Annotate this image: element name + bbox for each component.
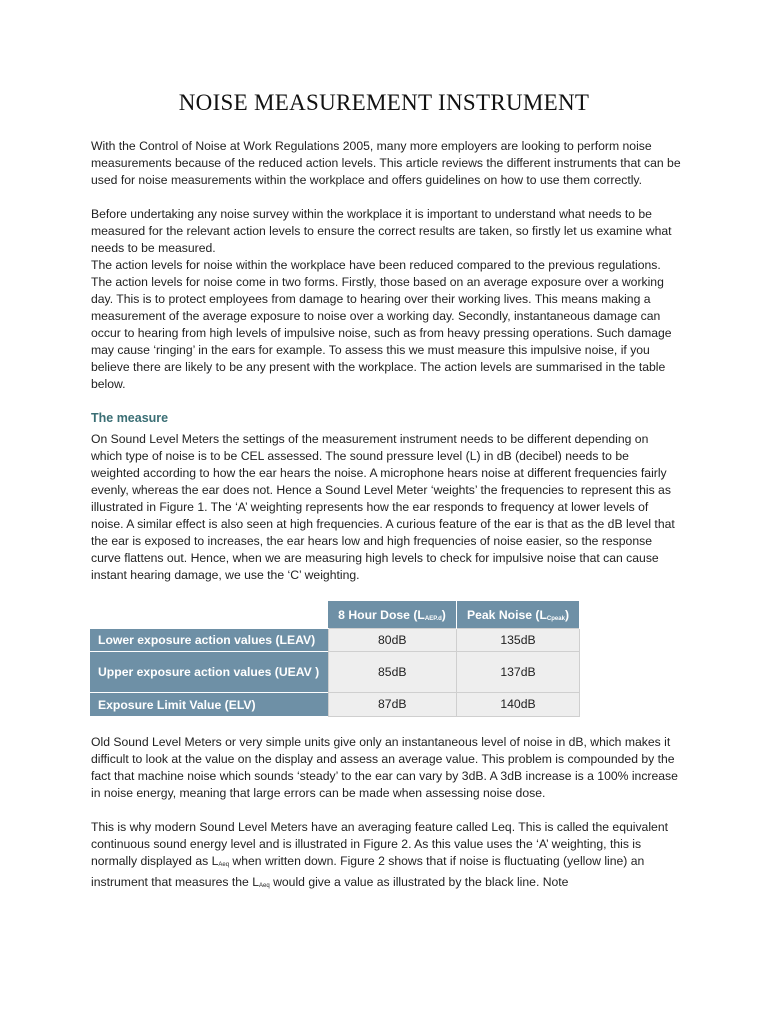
section-heading: The measure <box>91 411 169 425</box>
cell-peak-ueav: 137dB <box>457 652 580 693</box>
after-table-paragraph: Old Sound Level Meters or very simple units give only an instantaneous level of noise in dB, which makes it difficult to look at the value on the display and assess an average value. This problem is compounded by the fact that machine noise which sounds ‘steady’ to the ear can vary by 3dB. A 3dB increase is a 100% increase in noise energy, meaning that large errors can be made when assessing noise dose. <box>91 735 678 800</box>
leq-text-2: when written down. Figure 2 shows that if noise is fluctuating (yellow line) an instrument that measures the L <box>91 854 645 889</box>
col2-main: Peak Noise (L <box>466 607 547 622</box>
leq-text-3: would give a value as illustrated by the black line. Note <box>269 875 569 889</box>
row-label-ueav: Upper exposure action values (UEAV ) <box>90 652 328 693</box>
column-header-8-hour-dose <box>328 601 457 629</box>
leq-subscript-2: Aeq <box>259 883 270 889</box>
col1-subscript: AEP.d <box>424 615 442 622</box>
col1-end: ) <box>441 607 446 622</box>
cell-peak-elv: 140dB <box>457 693 580 717</box>
row-label-elv: Exposure Limit Value (ELV) <box>90 693 328 717</box>
measure-paragraph: On Sound Level Meters the settings of the measurement instrument needs to be different depending on which type of noise is to be CEL assessed. The sound pressure level (L) in dB (decibel) needs to be weighted according to how the ear hears the noise. A microphone hears noise at different frequencies fairly evenly, whereas the ear does not. Hence a Sound Level Meter ‘weights’ the frequencies to represent this as illustrated in Figure 1. The ‘A’ weighting represents how the ear responds to frequency at lower levels of noise. A similar effect is also seen at high frequencies. A curious feature of the ear is that as the dB level that the ear is exposed to increases, the ear hears low and high frequencies of noise easier, so the response curve flattens out. Hence, when we are measuring high levels to check for impulsive noise that can cause instant hearing damage, we use the ‘C’ weighting. <box>91 432 675 582</box>
leq-subscript-1: Aeq <box>218 862 230 868</box>
cell-dose-elv: 87dB <box>328 693 457 717</box>
leq-text-1: This is why modern Sound Level Meters have an averaging feature called Leq. This is called the equivalent continuous sound energy level and is illustrated in Figure 2. As this value uses the ‘A’ weighting, this is normally displayed as L <box>91 820 668 868</box>
intro-paragraph-2: Before undertaking any noise survey within the workplace it is important to understand what needs to be measured for the relevant action levels to ensure the correct results are taken, so firstly let us examine what needs to be measured. <box>91 207 672 255</box>
cell-dose-ueav: 85dB <box>328 652 457 693</box>
intro-paragraph-3: The action levels for noise within the workplace have been reduced compared to the previous regulations. The action levels for noise come in two forms. Firstly, those based on an average exposure over a working day. This is to protect employees from damage to hearing over their working lives. This means making a measurement of the average exposure to noise over a working day. Secondly, instantaneous damage can occur to hearing from high levels of impulsive noise, such as from heavy pressing operations. Such damage may cause ‘ringing’ in the ears for example. To assess this we must measure this impulsive noise, if you believe there are likely to be any present with the workplace. The action levels are summarised in the table below. <box>91 258 672 391</box>
table-header-row <box>90 601 580 629</box>
intro-paragraph-1: With the Control of Noise at Work Regulations 2005, many more employers are looking to perform noise measurements because of the reduced action levels. This article reviews the different instruments that can be used for noise measurements within the workplace and offers guidelines on how to use them correctly. <box>91 139 681 187</box>
table-row <box>90 693 580 717</box>
col2-subscript: Cpeak <box>546 615 565 622</box>
action-levels-table <box>90 601 580 717</box>
row-label-leav: Lower exposure action values (LEAV) <box>90 629 328 652</box>
column-header-peak-noise <box>457 601 580 629</box>
col1-main: 8 Hour Dose (L <box>338 607 425 622</box>
cell-peak-leav: 135dB <box>457 629 580 652</box>
document-title: NOISE MEASUREMENT INSTRUMENT <box>178 90 590 115</box>
cell-dose-leav: 80dB <box>328 629 457 652</box>
leq-paragraph <box>91 819 681 895</box>
table-row <box>90 629 580 652</box>
table-corner-cell <box>90 601 328 629</box>
col2-end: ) <box>564 607 569 622</box>
table-row <box>90 652 580 693</box>
